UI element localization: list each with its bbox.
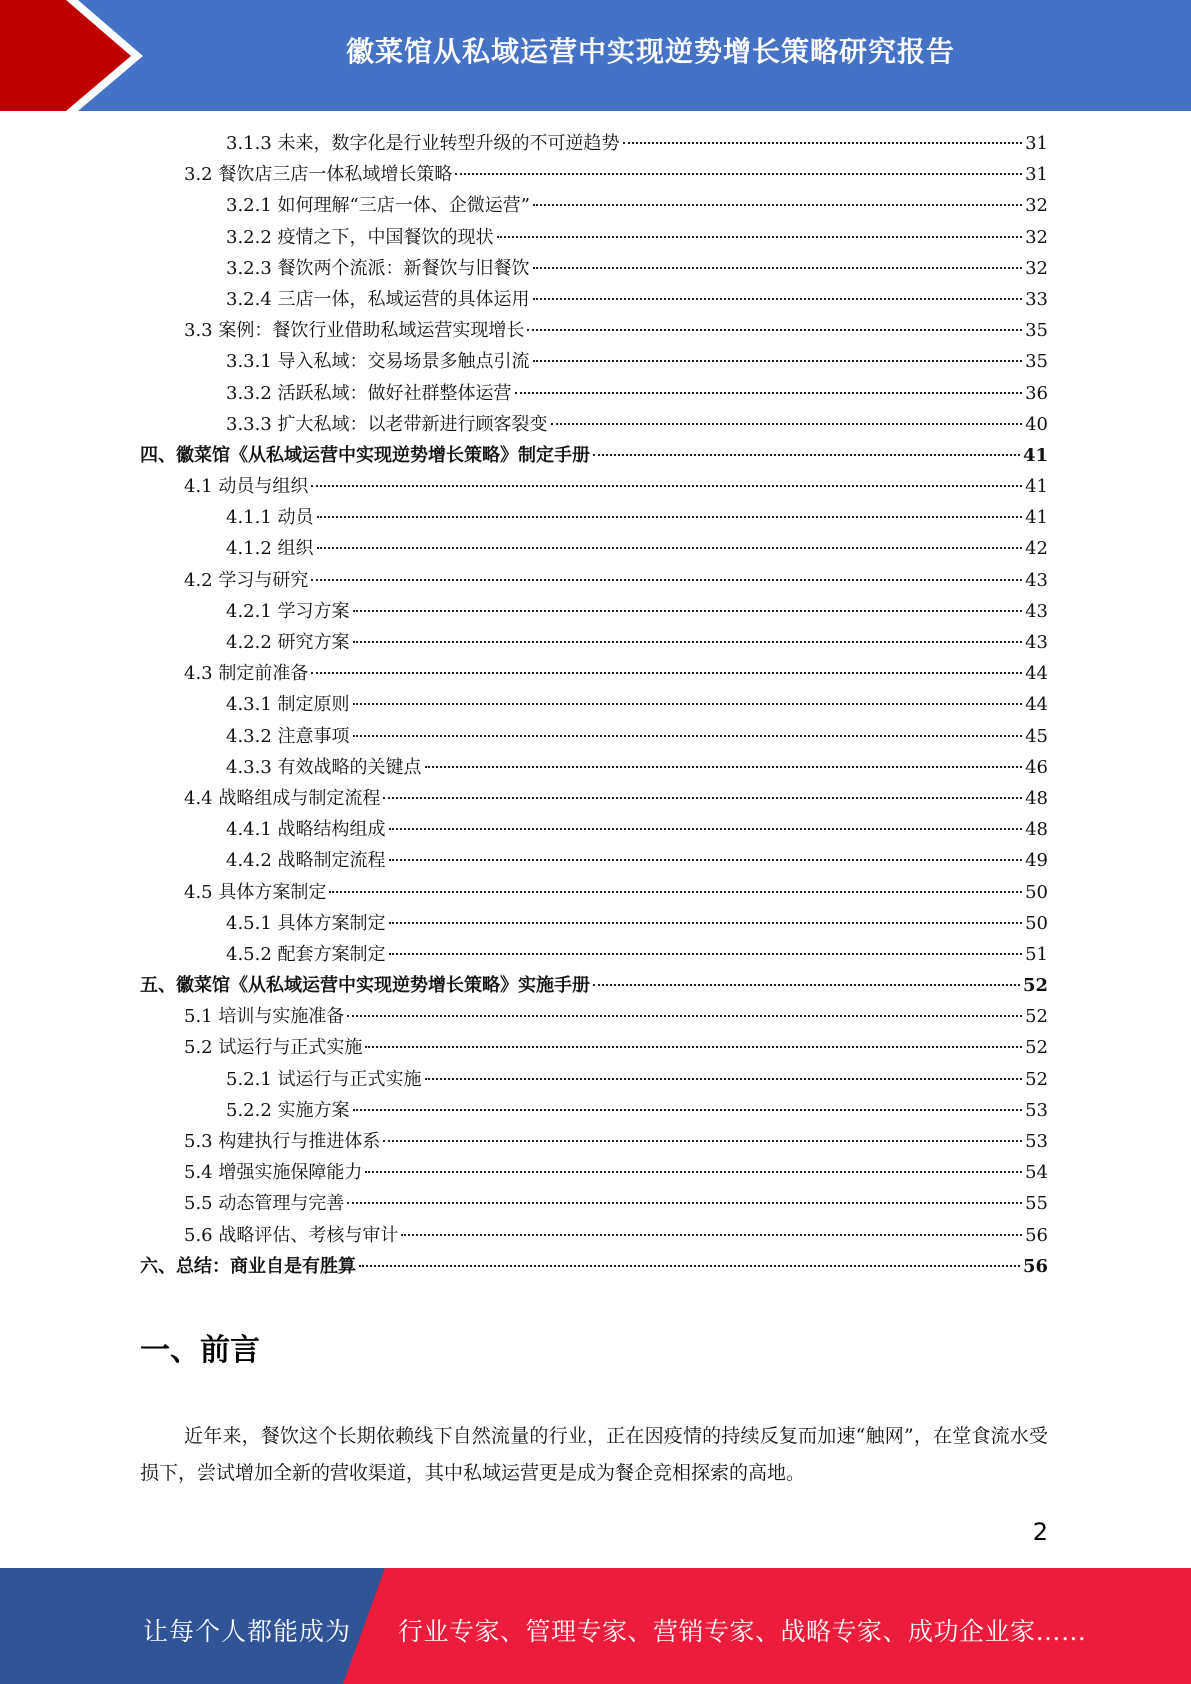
footer-slogan-left: 让每个人都能成为 xyxy=(143,1617,352,1646)
toc-dot-leader xyxy=(353,641,1023,643)
table-of-contents xyxy=(140,128,1048,1282)
toc-entry[interactable] xyxy=(140,752,1048,783)
toc-entry[interactable] xyxy=(140,721,1048,752)
toc-entry-page: 52 xyxy=(1025,1037,1048,1059)
toc-entry[interactable] xyxy=(140,939,1048,970)
toc-entry-page: 45 xyxy=(1025,725,1048,747)
toc-entry-label: 六、总结：商业自是有胜算 xyxy=(140,1255,356,1277)
toc-dot-leader xyxy=(359,1265,1020,1267)
toc-dot-leader xyxy=(533,360,1023,362)
toc-entry-page: 52 xyxy=(1025,1006,1048,1028)
toc-entry[interactable] xyxy=(140,689,1048,720)
toc-entry[interactable] xyxy=(140,783,1048,814)
toc-dot-leader xyxy=(311,579,1022,581)
toc-dot-leader xyxy=(425,766,1023,768)
toc-entry-page: 35 xyxy=(1025,320,1048,342)
toc-dot-leader xyxy=(533,267,1023,269)
toc-entry-label: 5.6 战略评估、考核与审计 xyxy=(184,1224,399,1246)
toc-entry-label: 3.3.2 活跃私域：做好社群整体运营 xyxy=(226,382,512,404)
header-title: 徽菜馆从私域运营中实现逆势增长策略研究报告 xyxy=(345,35,955,68)
toc-entry[interactable] xyxy=(140,502,1048,533)
toc-dot-leader xyxy=(593,984,1020,986)
toc-entry-page: 50 xyxy=(1025,881,1048,903)
toc-entry-page: 44 xyxy=(1025,663,1048,685)
toc-entry-page: 41 xyxy=(1025,507,1048,529)
toc-entry[interactable] xyxy=(140,1001,1048,1032)
toc-entry-label: 3.2 餐饮店三店一体私域增长策略 xyxy=(184,164,453,186)
toc-entry[interactable] xyxy=(140,128,1048,159)
toc-dot-leader xyxy=(353,1109,1023,1111)
toc-entry-page: 41 xyxy=(1022,444,1048,466)
toc-entry-page: 48 xyxy=(1025,819,1048,841)
toc-entry-label: 5.2 试运行与正式实施 xyxy=(184,1037,363,1059)
toc-entry-page: 36 xyxy=(1025,382,1048,404)
toc-entry-label: 4.3.1 制定原则 xyxy=(226,694,350,716)
toc-entry[interactable] xyxy=(140,378,1048,409)
toc-entry-page: 32 xyxy=(1025,226,1048,248)
toc-dot-leader xyxy=(317,547,1023,549)
toc-dot-leader xyxy=(515,392,1023,394)
toc-dot-leader xyxy=(593,454,1020,456)
page-number: 2 xyxy=(1032,1518,1048,1546)
toc-entry[interactable] xyxy=(140,908,1048,939)
toc-entry[interactable] xyxy=(140,315,1048,346)
toc-entry-page: 52 xyxy=(1022,975,1048,997)
toc-entry[interactable] xyxy=(140,471,1048,502)
page-footer xyxy=(0,1568,1191,1684)
toc-entry-page: 31 xyxy=(1025,164,1048,186)
toc-entry-page: 56 xyxy=(1025,1224,1048,1246)
toc-dot-leader xyxy=(401,1234,1022,1236)
toc-entry[interactable] xyxy=(140,346,1048,377)
toc-entry-label: 3.3.1 导入私域：交易场景多触点引流 xyxy=(226,351,530,373)
toc-dot-leader xyxy=(311,672,1022,674)
toc-entry-label: 4.3.2 注意事项 xyxy=(226,725,350,747)
toc-entry[interactable] xyxy=(140,627,1048,658)
toc-entry-label: 3.2.2 疫情之下，中国餐饮的现状 xyxy=(226,226,494,248)
toc-entry-page: 51 xyxy=(1025,943,1048,965)
toc-entry[interactable] xyxy=(140,658,1048,689)
toc-entry[interactable] xyxy=(140,222,1048,253)
toc-entry-label: 4.1 动员与组织 xyxy=(184,476,309,498)
toc-dot-leader xyxy=(389,922,1023,924)
toc-dot-leader xyxy=(347,1202,1022,1204)
toc-dot-leader xyxy=(353,610,1023,612)
toc-entry-page: 42 xyxy=(1025,538,1048,560)
toc-entry-page: 52 xyxy=(1025,1068,1048,1090)
toc-entry-page: 49 xyxy=(1025,850,1048,872)
toc-entry-label: 3.2.4 三店一体，私域运营的具体运用 xyxy=(226,288,530,310)
header-chevron-decoration xyxy=(0,0,160,111)
toc-dot-leader xyxy=(383,797,1022,799)
toc-entry[interactable] xyxy=(140,1032,1048,1063)
toc-dot-leader xyxy=(353,735,1023,737)
toc-entry-page: 46 xyxy=(1025,756,1048,778)
toc-entry-label: 4.1.1 动员 xyxy=(226,507,314,529)
toc-entry-page: 48 xyxy=(1025,787,1048,809)
toc-entry[interactable] xyxy=(140,1064,1048,1095)
toc-entry[interactable] xyxy=(140,159,1048,190)
toc-entry-label: 5.5 动态管理与完善 xyxy=(184,1193,345,1215)
toc-entry-label: 4.2 学习与研究 xyxy=(184,569,309,591)
toc-dot-leader xyxy=(533,204,1022,206)
toc-entry[interactable] xyxy=(140,565,1048,596)
toc-entry-label: 4.5.1 具体方案制定 xyxy=(226,912,386,934)
toc-dot-leader xyxy=(389,859,1023,861)
toc-entry-label: 4.3.3 有效战略的关键点 xyxy=(226,756,422,778)
toc-entry-label: 3.2.1 如何理解“三店一体、企微运营” xyxy=(226,195,530,217)
toc-entry-label: 4.4.2 战略制定流程 xyxy=(226,850,386,872)
toc-entry-label: 4.4 战略组成与制定流程 xyxy=(184,787,381,809)
toc-entry-page: 32 xyxy=(1025,257,1048,279)
toc-entry-label: 四、徽菜馆《从私域运营中实现逆势增长策略》制定手册 xyxy=(140,444,590,466)
page-header xyxy=(0,0,1191,111)
toc-entry-label: 4.2.2 研究方案 xyxy=(226,632,350,653)
toc-dot-leader xyxy=(623,142,1023,144)
toc-entry[interactable] xyxy=(140,1126,1048,1157)
toc-entry-label: 5.1 培训与实施准备 xyxy=(184,1006,345,1028)
toc-entry[interactable] xyxy=(140,1251,1048,1282)
footer-slogan-right: 行业专家、管理专家、营销专家、战略专家、成功企业家…… xyxy=(398,1617,1087,1646)
toc-entry-label: 3.3 案例：餐饮行业借助私域运营实现增长 xyxy=(184,320,525,342)
toc-entry-label: 4.4.1 战略结构组成 xyxy=(226,819,386,841)
toc-entry[interactable] xyxy=(140,253,1048,284)
toc-entry-page: 53 xyxy=(1025,1131,1048,1152)
toc-entry-page: 55 xyxy=(1025,1193,1048,1215)
toc-entry-label: 3.2.3 餐饮两个流派：新餐饮与旧餐饮 xyxy=(226,257,530,279)
toc-entry[interactable] xyxy=(140,190,1048,221)
toc-entry-page: 50 xyxy=(1025,912,1048,934)
toc-entry-page: 43 xyxy=(1025,600,1048,622)
toc-entry-page: 35 xyxy=(1025,351,1048,373)
toc-dot-leader xyxy=(533,298,1023,300)
toc-entry-label: 3.3.3 扩大私域：以老带新进行顾客裂变 xyxy=(226,413,548,435)
toc-dot-leader xyxy=(317,516,1023,518)
toc-dot-leader xyxy=(389,953,1023,955)
toc-entry[interactable] xyxy=(140,409,1048,440)
toc-entry-label: 4.2.1 学习方案 xyxy=(226,600,350,622)
toc-entry[interactable] xyxy=(140,845,1048,876)
toc-entry-page: 32 xyxy=(1025,195,1048,217)
toc-entry-page: 44 xyxy=(1025,694,1048,716)
toc-entry-label: 4.1.2 组织 xyxy=(226,538,314,560)
toc-entry[interactable] xyxy=(140,440,1048,471)
preface-paragraph: 近年来，餐饮这个长期依赖线下自然流量的行业，正在因疫情的持续反复而加速“触网”，在堂食流水受损下，尝试增加全新的营收渠道，其中私域运营更是成为餐企竞相探索的高地。 xyxy=(140,1425,1048,1484)
toc-entry-page: 31 xyxy=(1025,133,1048,154)
toc-entry-label: 5.2.2 实施方案 xyxy=(226,1099,350,1121)
toc-entry-page: 56 xyxy=(1022,1255,1048,1277)
toc-dot-leader xyxy=(389,828,1023,830)
toc-entry-label: 4.5.2 配套方案制定 xyxy=(226,943,386,965)
toc-dot-leader xyxy=(365,1171,1022,1173)
toc-entry[interactable] xyxy=(140,970,1048,1001)
toc-entry[interactable] xyxy=(140,1188,1048,1219)
toc-entry-page: 54 xyxy=(1025,1162,1048,1184)
toc-dot-leader xyxy=(347,1015,1022,1017)
toc-entry[interactable] xyxy=(140,814,1048,845)
toc-entry-page: 43 xyxy=(1025,569,1048,591)
toc-dot-leader xyxy=(365,1046,1022,1048)
toc-dot-leader xyxy=(527,329,1022,331)
toc-entry[interactable] xyxy=(140,1157,1048,1188)
toc-entry-page: 33 xyxy=(1025,288,1048,310)
toc-dot-leader xyxy=(497,236,1023,238)
toc-entry[interactable] xyxy=(140,596,1048,627)
toc-dot-leader xyxy=(353,703,1023,705)
toc-entry-label: 5.3 构建执行与推进体系 xyxy=(184,1131,381,1152)
toc-entry[interactable] xyxy=(140,1095,1048,1126)
toc-entry-page: 40 xyxy=(1025,413,1048,435)
toc-entry[interactable] xyxy=(140,877,1048,908)
toc-entry-page: 43 xyxy=(1025,632,1048,653)
toc-entry-label: 4.5 具体方案制定 xyxy=(184,881,327,903)
toc-dot-leader xyxy=(383,1140,1022,1142)
toc-dot-leader xyxy=(311,485,1022,487)
toc-entry-label: 3.1.3 未来，数字化是行业转型升级的不可逆趋势 xyxy=(226,133,620,154)
toc-entry[interactable] xyxy=(140,1220,1048,1251)
toc-entry-page: 53 xyxy=(1025,1099,1048,1121)
preface-heading: 一、前言 xyxy=(140,1333,260,1368)
toc-entry[interactable] xyxy=(140,284,1048,315)
toc-entry-label: 5.2.1 试运行与正式实施 xyxy=(226,1068,422,1090)
toc-dot-leader xyxy=(455,173,1022,175)
toc-dot-leader xyxy=(425,1078,1023,1080)
toc-entry-label: 五、徽菜馆《从私域运营中实现逆势增长策略》实施手册 xyxy=(140,975,590,997)
toc-entry[interactable] xyxy=(140,533,1048,564)
toc-entry-label: 5.4 增强实施保障能力 xyxy=(184,1162,363,1184)
toc-dot-leader xyxy=(329,891,1022,893)
toc-entry-page: 41 xyxy=(1025,476,1048,498)
toc-entry-label: 4.3 制定前准备 xyxy=(184,663,309,685)
toc-dot-leader xyxy=(551,423,1023,425)
